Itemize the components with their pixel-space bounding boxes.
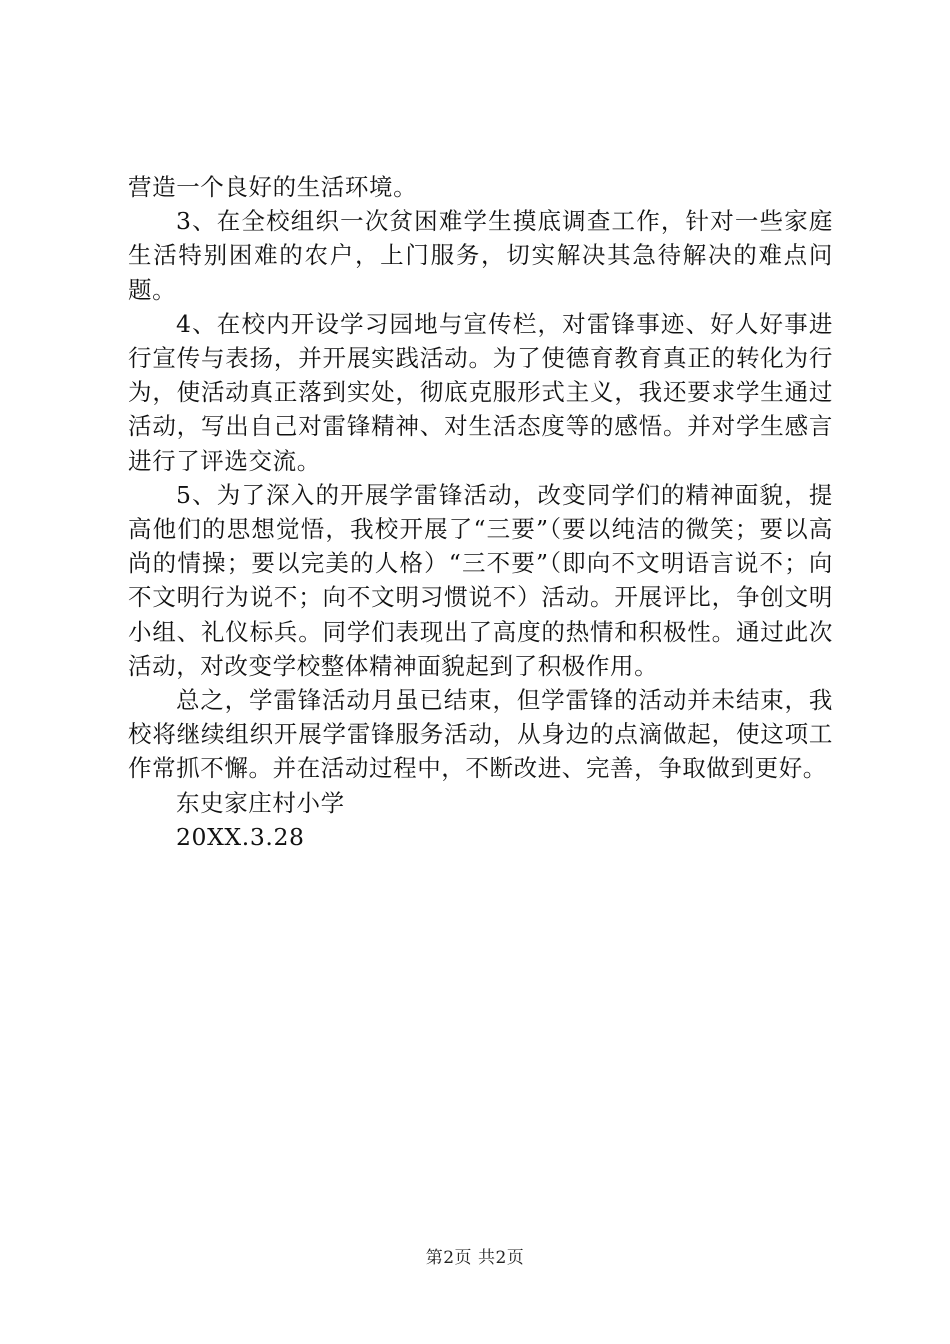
paragraph-item-5: 5、为了深入的开展学雷锋活动，改变同学们的精神面貌，提高他们的思想觉悟，我校开展了“三要”（要以纯洁的微笑；要以高尚的情操；要以完美的人格）“三不要”（即向不文明语言说不；向不文明行为说不；向不文明习惯说不）活动。开展评比，争创文明小组、礼仪标兵。同学们表现出了高度的热情和积极性。通过此次活动，对改变学校整体精神面貌起到了积极作用。 (128, 480, 833, 680)
signature-school: 东史家庄村小学 (176, 788, 345, 817)
paragraph-conclusion: 总之，学雷锋活动月虽已结束，但学雷锋的活动并未结束，我校将继续组织开展学雷锋服务活动，从身边的点滴做起，使这项工作常抓不懈。并在活动过程中，不断改进、完善，争取做到更好。 (128, 686, 833, 783)
signature-date: 20XX.3.28 (176, 822, 305, 851)
paragraph-continuation: 营造一个良好的生活环境。 (128, 173, 418, 201)
page-number-footer: 第2页 共2页 (425, 1248, 525, 1268)
paragraph-item-4: 4、在校内开设学习园地与宣传栏，对雷锋事迹、好人好事进行宣传与表扬，并开展实践活动。为了使德育教育真正的转化为行为，使活动真正落到实处，彻底克服形式主义，我还要求学生通过活动，写出自己对雷锋精神、对生活态度等的感悟。并对学生感言进行了评选交流。 (128, 309, 833, 475)
document-body (128, 170, 833, 854)
paragraph-item-3: 3、在全校组织一次贫困难学生摸底调查工作，针对一些家庭生活特别困难的农户，上门服务，切实解决其急待解决的难点问题。 (128, 207, 833, 304)
